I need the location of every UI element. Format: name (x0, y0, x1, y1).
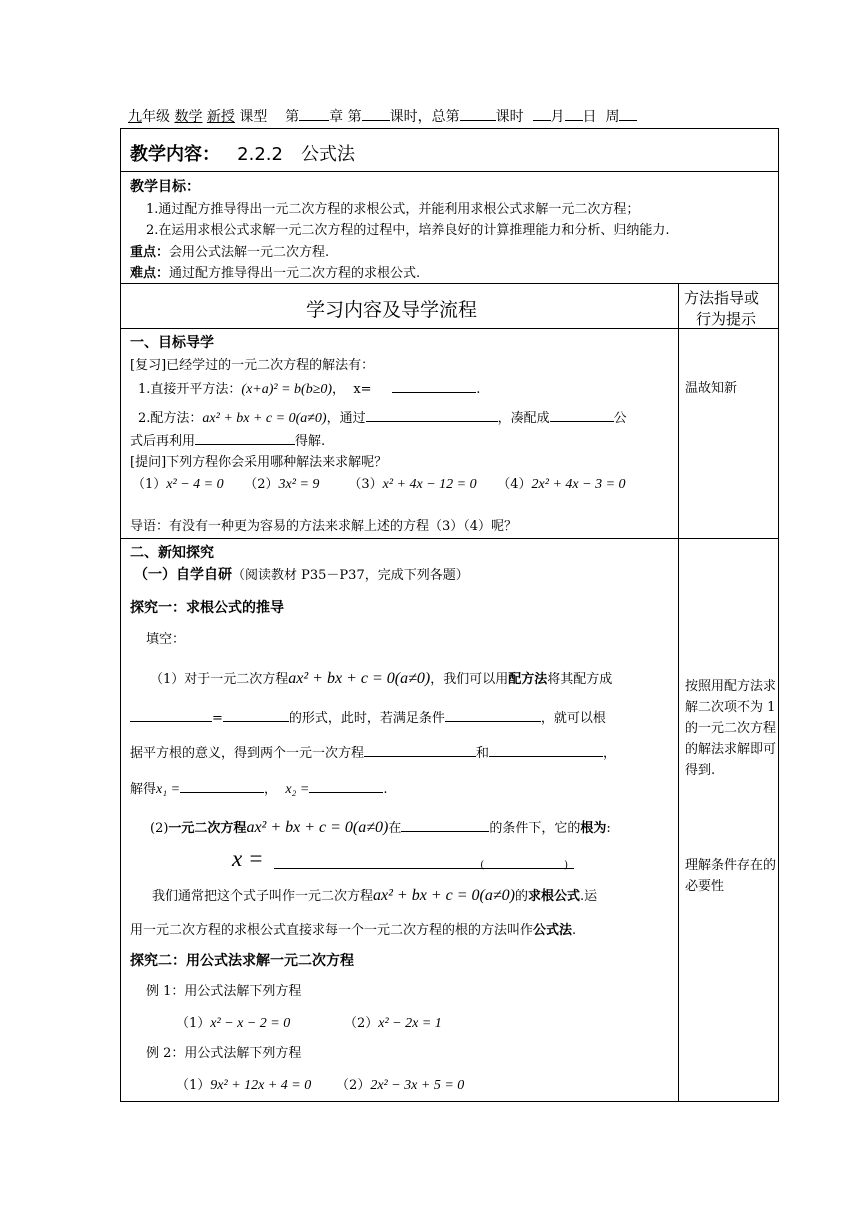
p1-line (150, 668, 612, 688)
q2-bold1: 一元二次方程 (168, 821, 247, 836)
ex1-eq2: x² − 2x = 1 (378, 1016, 442, 1031)
call2-end: . (572, 923, 577, 938)
section2-side-note-2: 理解条件存在的必要性 (685, 858, 777, 894)
p4-x2: x₂ = (285, 782, 310, 797)
method2-mid3: 公 (613, 411, 627, 426)
ex2-eq1: 9x² + 12x + 4 = 0 (210, 1078, 312, 1093)
table-left-line (120, 128, 121, 1101)
table-right-line (778, 128, 779, 1101)
method2-line (138, 407, 627, 427)
q-eq1: x² − 4 = 0 (166, 477, 224, 492)
call-b: 的 (514, 889, 528, 904)
section2-title: 二、新知探究 (130, 545, 214, 561)
call2-a: 用一元二次方程的求根公式直接求每一个一元二次方程的根的方法叫作 (130, 923, 534, 938)
content-value: 2.2.2 公式法 (237, 144, 355, 165)
method2-blank2 (550, 409, 614, 422)
q-eq4: 2x² + 4x − 3 = 0 (531, 477, 626, 492)
q2-b: 在 (388, 821, 402, 836)
p2-b: ，就可以根 (540, 711, 606, 726)
method2-blank3 (195, 432, 295, 445)
section1-guide: 导语：有没有一种更为容易的方法来求解上述的方程（3）（4）呢？ (130, 519, 518, 534)
section1-title: 一、目标导学 (130, 335, 214, 351)
ex2-eq2: 2x² − 3x + 5 = 0 (370, 1078, 465, 1093)
p4-blank1 (180, 780, 264, 793)
example1-title: 例 1：用公式法解下列方程 (146, 984, 302, 999)
ex1-no2: （2） (343, 1016, 379, 1031)
method2-blank1 (366, 409, 498, 422)
sub1-note: （阅读教材 P35－P37，完成下列各题） (232, 568, 469, 583)
p2-blank1 (130, 709, 212, 722)
sub1-title: （一）自学自研 (134, 567, 232, 583)
header-total-blank (460, 108, 496, 121)
q-eq3-no: （3） (348, 477, 383, 492)
header-lesson-type-label: 课型 (239, 109, 268, 125)
table-line-goals (120, 283, 779, 284)
table-column-divider (678, 283, 679, 1101)
header-week-blank (619, 108, 637, 121)
p3-c: ， (603, 746, 617, 761)
difficult-label: 难点： (130, 266, 170, 281)
difficult-point (130, 262, 420, 281)
header-period-pre: 第 (347, 109, 362, 125)
example1-equations (176, 1012, 442, 1032)
table-line-header (120, 328, 779, 329)
p1-a: （1）对于一元二次方程 (150, 672, 289, 687)
p2-line (130, 707, 606, 726)
p1-b: ，我们可以用 (430, 672, 509, 687)
table-header-main: 学习内容及导学流程 (306, 299, 478, 321)
q2-a: (2) (150, 821, 169, 836)
goal-item-1: 1.通过配方推导得出一元二次方程的求根公式，并能利用求根公式求解一元二次方程； (146, 202, 640, 217)
teaching-content (130, 140, 355, 166)
lesson-header (128, 106, 637, 126)
call-a: 我们通常把这个式子叫作一元二次方程 (152, 889, 374, 904)
key-label: 重点： (130, 245, 170, 260)
header-week: 周 (605, 109, 620, 125)
section1-review: [复习]已经学过的一元二次方程的解法有： (130, 358, 375, 373)
method1-line (138, 378, 480, 398)
header-chapter-blank (299, 108, 329, 121)
p4-blank2 (309, 780, 383, 793)
section2-side-note-1: 按照用配方法求解二次项不为 1 的一元二次方程的解法求解即可得到. (685, 679, 777, 778)
p2-eq: = (212, 711, 223, 726)
example2-title: 例 2：用公式法解下列方程 (146, 1046, 302, 1061)
q-eq4-no: （4） (497, 477, 532, 492)
header-day: 日 (582, 109, 597, 125)
q-eq3: x² + 4x − 12 = 0 (382, 477, 477, 492)
ex1-eq1: x² − x − 2 = 0 (210, 1016, 291, 1031)
header-total-post: 课时 (495, 109, 524, 125)
table-top-line (120, 128, 779, 129)
p3-blank2 (489, 744, 603, 757)
sub1-line (134, 564, 469, 584)
q-eq2-no: （2） (244, 477, 279, 492)
method2-label: 2.配方法： (138, 411, 203, 426)
p1-c: 将其配方成 (547, 672, 613, 687)
header-month: 月 (550, 109, 565, 125)
header-subject: 数学 (174, 109, 203, 125)
p4-sep: ， (264, 782, 278, 797)
header-period-post: 课时，总第 (389, 109, 460, 125)
root-blank (274, 856, 574, 869)
fill-label: 填空： (146, 632, 186, 647)
q-eq2: 3x² = 9 (278, 477, 320, 492)
method1-sep: ， (332, 382, 346, 397)
ex1-no1: （1） (176, 1016, 211, 1031)
call-bold: 求根公式 (527, 889, 580, 904)
question-equations (132, 473, 626, 493)
p3-a: 据平方根的意义，得到两个一元一次方程 (130, 746, 365, 761)
method1-x: x= (353, 382, 372, 397)
q2-line (150, 817, 611, 837)
p3-blank1 (364, 744, 476, 757)
ex2-no2: （2） (336, 1078, 371, 1093)
header-day-blank (565, 108, 583, 121)
call-formula: ax² + bx + c = 0(a≠0) (373, 887, 515, 904)
table-line-content (120, 171, 779, 172)
p4-end: . (383, 782, 388, 797)
call-line (152, 885, 597, 905)
method2-mid2: ，凑配成 (497, 411, 550, 426)
header-month-blank (533, 108, 551, 121)
p4-a: 解得 (130, 782, 157, 797)
q2-c: 的条件下，它的 (489, 821, 581, 836)
header-chapter-pre: 第 (285, 109, 300, 125)
table-header-side-2: 行为提示 (696, 310, 757, 328)
section1-question: [提问]下列方程你会采用哪种解法来求解呢？ (130, 455, 388, 470)
section1-side-note: 温故知新 (685, 381, 738, 396)
content-label: 教学内容： (130, 144, 220, 165)
explore1-title: 探究一：求根公式的推导 (130, 600, 284, 616)
header-lesson-type: 新授 (206, 109, 235, 125)
p1-formula: ax² + bx + c = 0(a≠0) (288, 670, 431, 687)
call2-bold: 公式法 (533, 923, 573, 938)
p2-a: 的形式，此时，若满足条件 (288, 711, 445, 726)
p3-b: 和 (476, 746, 490, 761)
q-eq1-no: （1） (132, 477, 167, 492)
goals-title: 教学目标： (130, 179, 200, 195)
difficult-text: 通过配方推导得出一元二次方程的求根公式. (169, 266, 421, 281)
method1-formula: (x+a)² = b(b≥0) (241, 382, 333, 397)
method1-blank (392, 380, 476, 393)
ex2-no1: （1） (176, 1078, 211, 1093)
method2-line2b: 得解. (295, 434, 326, 449)
table-header-side-1: 方法指导或 (684, 289, 760, 307)
method1-end: . (476, 382, 481, 397)
method2-line2 (130, 430, 325, 449)
root-x: x = (232, 846, 264, 871)
q2-colon: : (606, 821, 611, 836)
example2-equations (176, 1074, 464, 1094)
p4-line (130, 778, 388, 798)
explore2-title: 探究二：用公式法求解一元二次方程 (130, 953, 354, 969)
key-point (130, 241, 329, 260)
root-paren: ( ) (480, 860, 568, 871)
q2-blank (401, 819, 489, 832)
p1-bold: 配方法 (508, 672, 548, 687)
method2-formula: ax² + bx + c = 0(a≠0) (202, 411, 327, 426)
p2-blank2 (223, 709, 289, 722)
header-chapter-post: 章 (329, 109, 344, 125)
goal-item-2: 2.在运用求根公式求解一元二次方程的过程中，培养良好的计算推理能力和分析、归纳能力. (146, 223, 670, 238)
p4-x1: x₁ = (156, 782, 181, 797)
q2-bold2: 根为 (580, 821, 607, 836)
call2-line (130, 919, 576, 938)
header-grade: 九 (128, 109, 142, 125)
method2-mid1: ，通过 (326, 411, 366, 426)
method2-line2a: 式后再利用 (130, 434, 196, 449)
root-formula-line (232, 846, 263, 872)
key-text: 会用公式法解一元二次方程. (169, 245, 330, 260)
table-line-section1 (120, 538, 779, 539)
header-grade-suffix: 年级 (142, 109, 170, 125)
table-bottom-line (120, 1101, 779, 1102)
header-period-blank (362, 108, 390, 121)
p2-blank3 (445, 709, 541, 722)
p3-line (130, 742, 616, 761)
q2-formula: ax² + bx + c = 0(a≠0) (246, 819, 389, 836)
method1-label: 1.直接开平方法： (138, 382, 242, 397)
call-c: .运 (579, 889, 598, 904)
